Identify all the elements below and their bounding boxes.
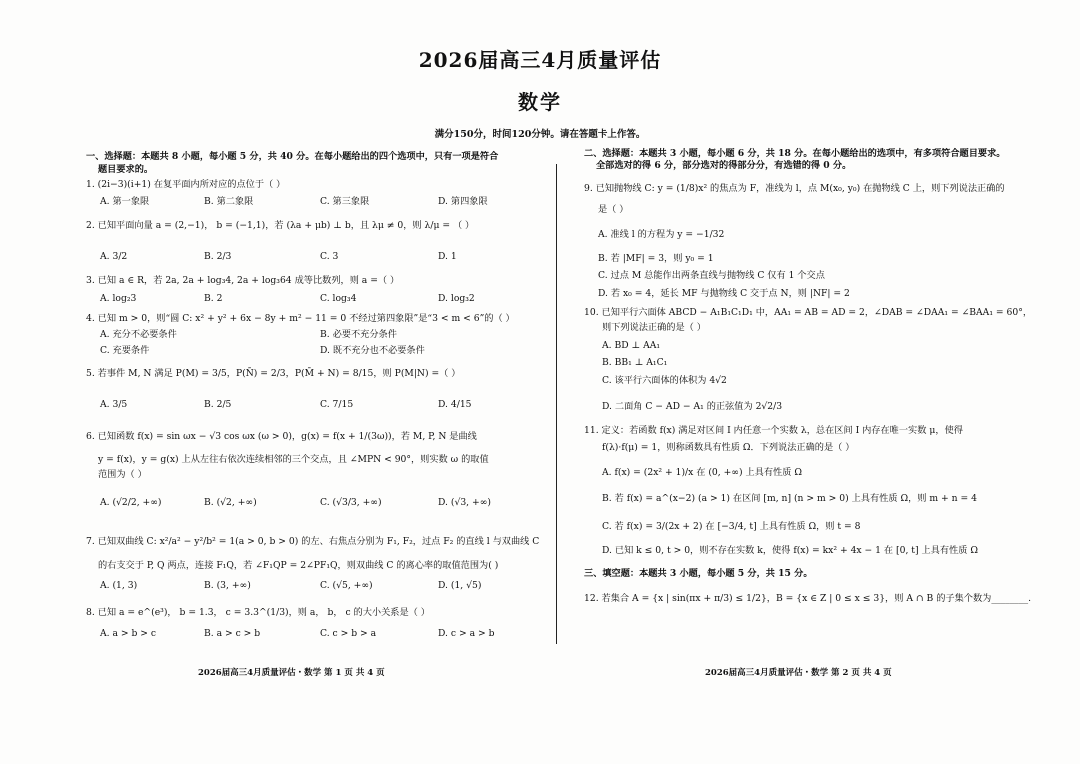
q10-option-d: D. 二面角 C − AD − A₁ 的正弦值为 2√2/3 — [602, 401, 783, 412]
q2-option-d: D. 1 — [438, 251, 457, 262]
q8-option-c: C. c > b > a — [320, 628, 377, 639]
section-2-heading: 二、选择题：本题共 3 小题，每小题 6 分，共 18 分。在每小题给出的选项中，有多项符合题目要求。 — [584, 148, 1006, 159]
q4-option-d: D. 既不充分也不必要条件 — [320, 345, 425, 356]
q3-option-a: A. log₂3 — [100, 293, 137, 304]
question-9: 9. 已知抛物线 C: y = (1/8)x² 的焦点为 F，准线为 l，点 M(x₀, y₀) 在抛物线 C 上，则下列说法正确的 — [584, 183, 1005, 194]
q8-option-d: D. c > a > b — [438, 628, 495, 639]
q9-option-a: A. 准线 l 的方程为 y = −1/32 — [598, 229, 725, 240]
q7-option-d: D. (1, √5) — [438, 580, 482, 591]
subject-title: 数学 — [518, 90, 562, 114]
section-3-heading: 三、填空题：本题共 3 小题，每小题 5 分，共 15 分。 — [584, 568, 813, 579]
q3-option-b: B. 2 — [204, 293, 223, 304]
q1-option-d: D. 第四象限 — [438, 196, 488, 207]
q10-option-b: B. BB₁ ⊥ A₁C₁ — [602, 357, 668, 368]
q9-option-d: D. 若 x₀ = 4，延长 MF 与抛物线 C 交于点 N，则 |NF| = 2 — [598, 288, 850, 299]
question-7: 7. 已知双曲线 C: x²/a² − y²/b² = 1(a > 0, b > 0) 的左、右焦点分别为 F₁, F₂，过点 F₂ 的直线 l 与双曲线 C — [86, 536, 540, 547]
question-8: 8. 已知 a = e^(e³)， b = 1.3， c = 3.3^(1/3)，则 a， b， c 的大小关系是（ ） — [86, 607, 430, 618]
q2-option-b: B. 2/3 — [204, 251, 232, 262]
q4-option-c: C. 充要条件 — [100, 345, 150, 356]
question-10-line-2: 则下列说法正确的是（ ） — [602, 322, 706, 333]
q4-option-b: B. 必要不充分条件 — [320, 329, 397, 340]
q5-option-a: A. 3/5 — [100, 399, 128, 410]
question-9-line-2: 是（ ） — [598, 204, 629, 215]
question-6: 6. 已知函数 f(x) = sin ωx − √3 cos ωx (ω > 0)，g(x) = f(x + 1/(3ω))，若 M, P, N 是曲线 — [86, 431, 477, 442]
question-7-line-2: 的右支交于 P, Q 两点，连接 F₁Q，若 ∠F₁QP = 2∠PF₁Q，则双曲线 C 的离心率的取值范围为( ) — [98, 560, 499, 571]
q2-option-c: C. 3 — [320, 251, 339, 262]
exam-instructions: 满分150分，时间120分钟。请在答题卡上作答。 — [434, 129, 646, 140]
q1-option-a: A. 第一象限 — [100, 196, 150, 207]
q10-option-c: C. 该平行六面体的体积为 4√2 — [602, 375, 727, 386]
column-divider — [556, 164, 557, 644]
section-1-heading: 一、选择题：本题共 8 小题，每小题 5 分，共 40 分。在每小题给出的四个选项中，只有一项是符合 — [86, 151, 499, 162]
q3-option-c: C. log₃4 — [320, 293, 357, 304]
q6-option-b: B. (√2, +∞) — [204, 497, 257, 508]
q2-option-a: A. 3/2 — [100, 251, 128, 262]
question-12: 12. 若集合 A = {x | sin(πx + π/3) ≤ 1/2}，B = {x ∈ Z | 0 ≤ x ≤ 3}，则 A ∩ B 的子集个数为________. — [584, 593, 1031, 604]
q11-option-d: D. 已知 k ≤ 0, t > 0，则不存在实数 k，使得 f(x) = kx² + 4x − 1 在 [0, t] 上具有性质 Ω — [602, 545, 978, 556]
question-11: 11. 定义：若函数 f(x) 满足对区间 I 内任意一个实数 λ，总在区间 I 内存在唯一实数 μ，使得 — [584, 425, 963, 436]
q1-option-c: C. 第三象限 — [320, 196, 370, 207]
q7-option-c: C. (√5, +∞) — [320, 580, 373, 591]
q6-option-c: C. (√3/3, +∞) — [320, 497, 382, 508]
q1-option-b: B. 第二象限 — [204, 196, 254, 207]
question-2: 2. 已知平面向量 a = (2,−1)， b = (−1,1)，若 (λa + μb) ⊥ b，且 λμ ≠ 0，则 λ/μ = （ ） — [86, 220, 475, 231]
question-4: 4. 已知 m > 0，则“圆 C: x² + y² + 6x − 8y + m² − 11 = 0 不经过第四象限”是“3 < m < 6”的（ ） — [86, 313, 515, 324]
q5-option-b: B. 2/5 — [204, 399, 232, 410]
question-6-line-2: y = f(x)，y = g(x) 上从左往右依次连续相邻的三个交点，且 ∠MPN < 90°，则实数 ω 的取值 — [98, 454, 489, 465]
q8-option-b: B. a > c > b — [204, 628, 261, 639]
question-11-line-2: f(λ)·f(μ) = 1，则称函数具有性质 Ω．下列说法正确的是（ ） — [602, 442, 855, 453]
section-2-heading-cont: 全部选对的得 6 分，部分选对的得部分分，有选错的得 0 分。 — [596, 160, 852, 171]
q4-option-a: A. 充分不必要条件 — [100, 329, 177, 340]
q10-option-a: A. BD ⊥ AA₁ — [602, 340, 661, 351]
q3-option-d: D. log₃2 — [438, 293, 475, 304]
question-10: 10. 已知平行六面体 ABCD − A₁B₁C₁D₁ 中，AA₁ = AB = AD = 2，∠DAB = ∠DAA₁ = ∠BAA₁ = 60°， — [584, 307, 1033, 318]
q11-option-c: C. 若 f(x) = 3/(2x + 2) 在 [−3/4, t] 上具有性质 Ω，则 t = 8 — [602, 521, 861, 532]
q8-option-a: A. a > b > c — [100, 628, 157, 639]
q11-option-a: A. f(x) = (2x² + 1)/x 在 (0, +∞) 上具有性质 Ω — [602, 467, 802, 478]
q6-option-a: A. (√2/2, +∞) — [100, 497, 162, 508]
question-3: 3. 已知 a ∈ R，若 2a, 2a + log₃4, 2a + log₃64 成等比数列，则 a =（ ） — [86, 275, 400, 286]
page-footer-right: 2026届高三4月质量评估・数学 第 2 页 共 4 页 — [705, 668, 892, 678]
section-1-heading-cont: 题目要求的。 — [98, 164, 154, 175]
q7-option-a: A. (1, 3) — [100, 580, 138, 591]
question-1: 1. (2i−3)(i+1) 在复平面内所对应的点位于（ ） — [86, 179, 286, 190]
q9-option-b: B. 若 |MF| = 3，则 y₀ = 1 — [598, 253, 714, 264]
q9-option-c: C. 过点 M 总能作出两条直线与抛物线 C 仅有 1 个交点 — [598, 270, 825, 281]
q6-option-d: D. (√3, +∞) — [438, 497, 491, 508]
question-6-line-3: 范围为（ ） — [98, 469, 147, 480]
question-5: 5. 若事件 M, N 满足 P(M) = 3/5，P(N̄) = 2/3，P(M̄ + N) = 8/15，则 P(M|N) =（ ） — [86, 368, 461, 379]
q5-option-d: D. 4/15 — [438, 399, 472, 410]
q11-option-b: B. 若 f(x) = a^(x−2) (a > 1) 在区间 [m, n] (n > m > 0) 上具有性质 Ω，则 m + n = 4 — [602, 493, 977, 504]
exam-title: 2026届高三4月质量评估 — [418, 48, 662, 72]
page-footer-left: 2026届高三4月质量评估・数学 第 1 页 共 4 页 — [198, 668, 385, 678]
q5-option-c: C. 7/15 — [320, 399, 354, 410]
q7-option-b: B. (3, +∞) — [204, 580, 251, 591]
